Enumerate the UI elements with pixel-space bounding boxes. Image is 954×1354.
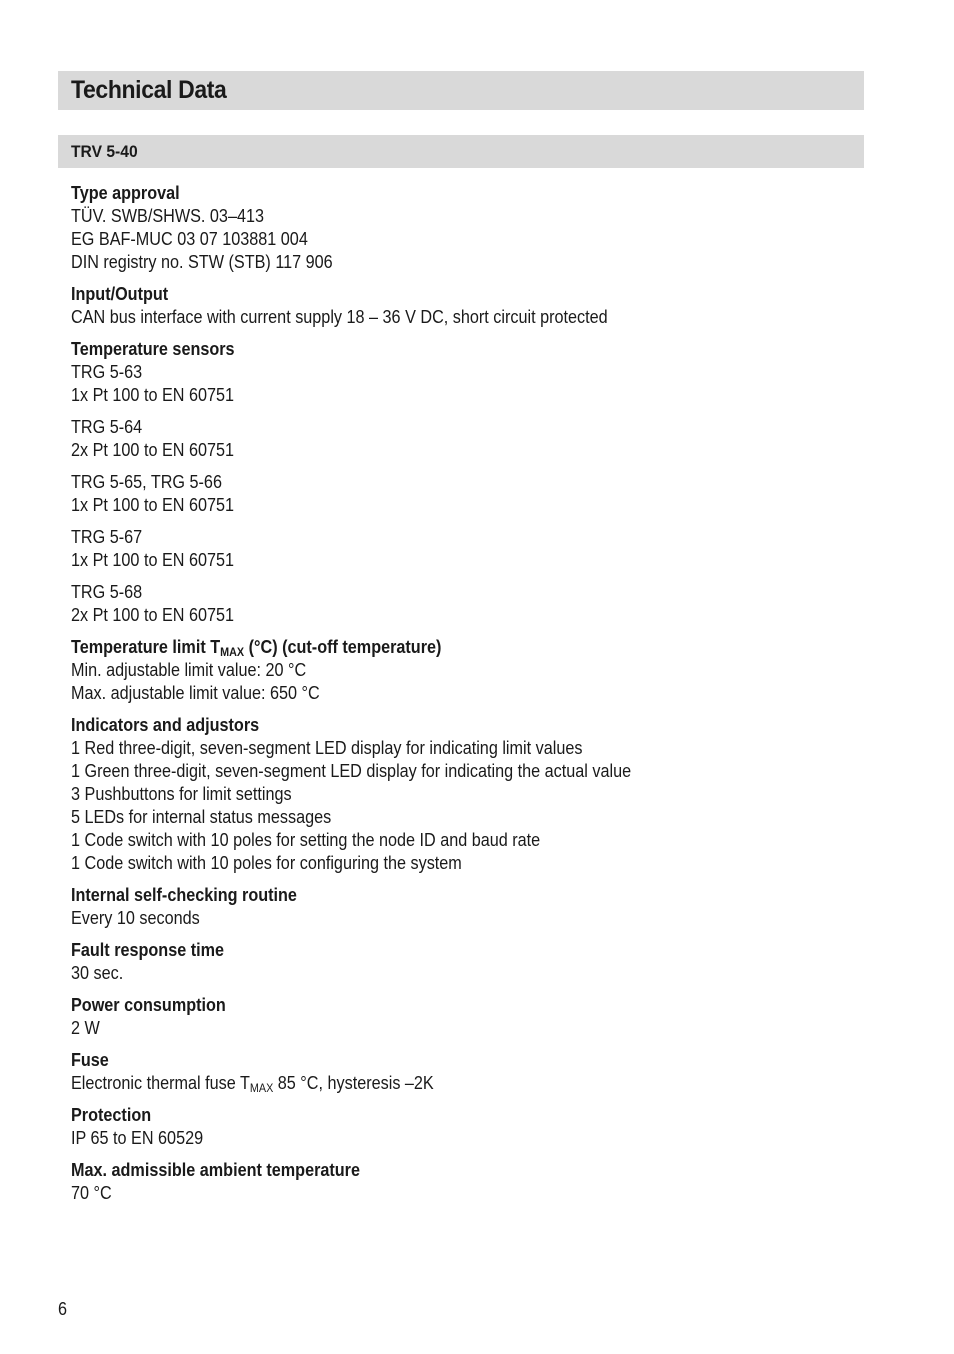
indicators-line: 1 Red three-digit, seven-segment LED display for indicating limit values (71, 738, 583, 758)
input-output-group (71, 283, 851, 329)
fault-response-line: 30 sec. (71, 963, 124, 983)
sensor-entry (71, 416, 851, 462)
temperature-limit-label (71, 636, 773, 659)
fuse-line-prefix: Electronic thermal fuse T (71, 1073, 250, 1093)
self-check-label: Internal self-checking routine (71, 885, 297, 905)
type-approval-line: DIN registry no. STW (STB) 117 906 (71, 252, 333, 272)
sensor-spec: 1x Pt 100 to EN 60751 (71, 495, 235, 515)
temperature-limit-label-sub: MAX (220, 645, 245, 659)
temperature-limit-label-suffix: (°C) (cut-off temperature) (244, 637, 442, 657)
page-header-bar (58, 71, 864, 110)
indicators-label: Indicators and adjustors (71, 715, 260, 735)
sensor-entry (71, 361, 851, 407)
temperature-sensors-label: Temperature sensors (71, 339, 235, 359)
page-title: Technical Data (71, 76, 227, 104)
type-approval-label: Type approval (71, 183, 180, 203)
power-consumption-label: Power consumption (71, 995, 226, 1015)
sensor-spec: 1x Pt 100 to EN 60751 (71, 385, 235, 405)
power-consumption-group (71, 994, 851, 1040)
fuse-line-suffix: 85 °C, hysteresis –2K (273, 1073, 434, 1093)
fuse-line-sub: MAX (249, 1081, 274, 1095)
type-approval-line: EG BAF-MUC 03 07 103881 004 (71, 229, 308, 249)
sensor-model: TRG 5-68 (71, 582, 143, 602)
fuse-label: Fuse (71, 1050, 109, 1070)
technical-data-content (71, 182, 851, 1214)
type-approval-group (71, 182, 851, 274)
indicators-line: 1 Green three-digit, seven-segment LED display for indicating the actual value (71, 761, 632, 781)
page-number: 6 (58, 1299, 68, 1319)
temperature-limit-line: Max. adjustable limit value: 650 °C (71, 683, 320, 703)
indicators-group (71, 714, 851, 875)
fuse-group (71, 1049, 851, 1095)
sensor-entry (71, 526, 851, 572)
section-title: TRV 5-40 (71, 142, 138, 161)
input-output-line: CAN bus interface with current supply 18 – 36 V DC, short circuit protected (71, 307, 608, 327)
protection-group (71, 1104, 851, 1150)
type-approval-line: TÜV. SWB/SHWS. 03–413 (71, 206, 264, 226)
sensor-spec: 2x Pt 100 to EN 60751 (71, 605, 235, 625)
temperature-limit-label-prefix: Temperature limit T (71, 637, 221, 657)
sensor-entry (71, 471, 851, 517)
self-check-group (71, 884, 851, 930)
sensor-entry (71, 581, 851, 627)
indicators-line: 5 LEDs for internal status messages (71, 807, 332, 827)
sensor-model: TRG 5-65, TRG 5-66 (71, 472, 222, 492)
fuse-line (71, 1072, 773, 1095)
temperature-limit-line: Min. adjustable limit value: 20 °C (71, 660, 307, 680)
ambient-temperature-line: 70 °C (71, 1183, 112, 1203)
sensor-spec: 2x Pt 100 to EN 60751 (71, 440, 235, 460)
ambient-temperature-group (71, 1159, 851, 1205)
power-consumption-line: 2 W (71, 1018, 100, 1038)
indicators-line: 3 Pushbuttons for limit settings (71, 784, 292, 804)
temperature-limit-group (71, 636, 851, 705)
indicators-line: 1 Code switch with 10 poles for setting the node ID and baud rate (71, 830, 541, 850)
sensor-model: TRG 5-63 (71, 362, 143, 382)
self-check-line: Every 10 seconds (71, 908, 200, 928)
input-output-label: Input/Output (71, 284, 169, 304)
sensor-spec: 1x Pt 100 to EN 60751 (71, 550, 235, 570)
temperature-sensors-group (71, 338, 851, 627)
fault-response-group (71, 939, 851, 985)
section-header-bar (58, 135, 864, 168)
sensor-model: TRG 5-64 (71, 417, 143, 437)
protection-line: IP 65 to EN 60529 (71, 1128, 204, 1148)
ambient-temperature-label: Max. admissible ambient temperature (71, 1160, 360, 1180)
sensor-model: TRG 5-67 (71, 527, 143, 547)
protection-label: Protection (71, 1105, 152, 1125)
fault-response-label: Fault response time (71, 940, 225, 960)
indicators-line: 1 Code switch with 10 poles for configuring the system (71, 853, 462, 873)
